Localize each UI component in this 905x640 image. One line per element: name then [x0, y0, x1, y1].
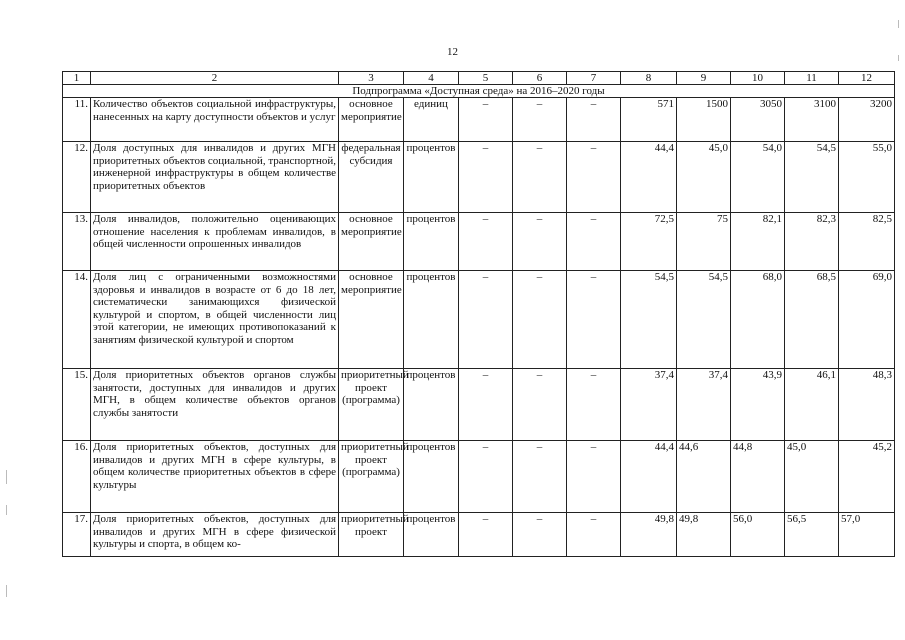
- value-col7: –: [567, 213, 621, 271]
- table-row: [63, 513, 895, 557]
- value-col5: –: [459, 98, 513, 142]
- value-col5: –: [459, 441, 513, 513]
- row-number: 16.: [63, 441, 91, 513]
- header-cell: 3: [339, 72, 404, 85]
- unit: процентов: [404, 271, 459, 369]
- value-col11: 54,5: [785, 142, 839, 213]
- value-col6: –: [513, 98, 567, 142]
- header-cell: 7: [567, 72, 621, 85]
- value-col10: 43,9: [731, 369, 785, 441]
- header-cell: 10: [731, 72, 785, 85]
- value-col6: –: [513, 213, 567, 271]
- value-col5: –: [459, 369, 513, 441]
- value-col12: 69,0: [839, 271, 895, 369]
- header-cell: 1: [63, 72, 91, 85]
- value-col7: –: [567, 513, 621, 557]
- value-col5: –: [459, 213, 513, 271]
- value-col10: 44,8: [731, 441, 785, 513]
- table-row: [63, 441, 895, 513]
- header-cell: 9: [677, 72, 731, 85]
- indicator-name: Доля приоритетных объектов, доступных для инвалидов и других МГН в сфере культуры, в общем количестве приоритетных объектов в сфере культуры: [91, 441, 339, 513]
- unit: процентов: [404, 213, 459, 271]
- header-cell: 2: [91, 72, 339, 85]
- table-row: [63, 213, 895, 271]
- value-col7: –: [567, 441, 621, 513]
- value-col11: 82,3: [785, 213, 839, 271]
- indicators-table: [62, 71, 895, 557]
- indicator-name: Доля приоритетных объектов органов службы занятости, доступных для инвалидов и других МГН, в общем количестве объектов органов службы занятости: [91, 369, 339, 441]
- value-col12: 57,0: [839, 513, 895, 557]
- value-col12: 55,0: [839, 142, 895, 213]
- value-col11: 46,1: [785, 369, 839, 441]
- event-type: приоритетный проект: [339, 513, 404, 557]
- value-col9: 44,6: [677, 441, 731, 513]
- value-col10: 56,0: [731, 513, 785, 557]
- indicator-name: Доля доступных для инвалидов и других МГН приоритетных объектов социальной, транспортной, инженерной инфраструктуры в общем количестве приоритетных объектов: [91, 142, 339, 213]
- row-number: 14.: [63, 271, 91, 369]
- event-type: федеральная субсидия: [339, 142, 404, 213]
- value-col8: 44,4: [621, 142, 677, 213]
- header-cell: 5: [459, 72, 513, 85]
- header-cell: 4: [404, 72, 459, 85]
- value-col9: 45,0: [677, 142, 731, 213]
- value-col5: –: [459, 142, 513, 213]
- header-cell: 6: [513, 72, 567, 85]
- value-col11: 3100: [785, 98, 839, 142]
- header-cell: 11: [785, 72, 839, 85]
- value-col9: 37,4: [677, 369, 731, 441]
- value-col6: –: [513, 441, 567, 513]
- indicator-name: Количество объектов социальной инфраструктуры, нанесенных на карту доступности объектов и услуг: [91, 98, 339, 142]
- value-col6: –: [513, 369, 567, 441]
- value-col8: 571: [621, 98, 677, 142]
- subprogram-title: Подпрограмма «Доступная среда» на 2016–2020 годы: [63, 85, 895, 98]
- value-col10: 82,1: [731, 213, 785, 271]
- value-col7: –: [567, 98, 621, 142]
- event-type: основное мероприятие: [339, 98, 404, 142]
- value-col8: 37,4: [621, 369, 677, 441]
- unit: процентов: [404, 142, 459, 213]
- value-col10: 3050: [731, 98, 785, 142]
- header-cell: 8: [621, 72, 677, 85]
- event-type: приоритетный проект (программа): [339, 441, 404, 513]
- header-cell: 12: [839, 72, 895, 85]
- value-col11: 45,0: [785, 441, 839, 513]
- table-row: [63, 142, 895, 213]
- unit: процентов: [404, 441, 459, 513]
- value-col7: –: [567, 369, 621, 441]
- unit: единиц: [404, 98, 459, 142]
- value-col10: 54,0: [731, 142, 785, 213]
- header-row: [63, 72, 895, 85]
- value-col7: –: [567, 271, 621, 369]
- value-col6: –: [513, 271, 567, 369]
- value-col5: –: [459, 513, 513, 557]
- value-col9: 49,8: [677, 513, 731, 557]
- value-col9: 1500: [677, 98, 731, 142]
- event-type: основное мероприятие: [339, 213, 404, 271]
- value-col5: –: [459, 271, 513, 369]
- value-col9: 54,5: [677, 271, 731, 369]
- unit: процентов: [404, 369, 459, 441]
- subprogram-row: [63, 85, 895, 98]
- unit: процентов: [404, 513, 459, 557]
- event-type: приоритетный проект (программа): [339, 369, 404, 441]
- value-col8: 72,5: [621, 213, 677, 271]
- indicator-name: Доля лиц с ограниченными возможностями здоровья и инвалидов в возрасте от 6 до 18 лет, систематически занимающихся физической культурой и спортом, в общей численности лиц этой категории, не имеющих противопоказаний к занятиям физической культурой и спортом: [91, 271, 339, 369]
- value-col11: 68,5: [785, 271, 839, 369]
- value-col12: 45,2: [839, 441, 895, 513]
- row-number: 17.: [63, 513, 91, 557]
- table-row: [63, 98, 895, 142]
- indicator-name: Доля инвалидов, положительно оценивающих отношение населения к проблемам инвалидов, в общей численности опрошенных инвалидов: [91, 213, 339, 271]
- value-col12: 48,3: [839, 369, 895, 441]
- table-row: [63, 271, 895, 369]
- table-row: [63, 369, 895, 441]
- row-number: 12.: [63, 142, 91, 213]
- value-col8: 54,5: [621, 271, 677, 369]
- value-col8: 44,4: [621, 441, 677, 513]
- value-col7: –: [567, 142, 621, 213]
- value-col6: –: [513, 142, 567, 213]
- value-col12: 3200: [839, 98, 895, 142]
- page-number: 12: [447, 46, 458, 58]
- value-col11: 56,5: [785, 513, 839, 557]
- indicator-name: Доля приоритетных объектов, доступных для инвалидов и других МГН в сфере физической культуры и спорта, в общем ко-: [91, 513, 339, 557]
- row-number: 11.: [63, 98, 91, 142]
- event-type: основное мероприятие: [339, 271, 404, 369]
- value-col12: 82,5: [839, 213, 895, 271]
- value-col9: 75: [677, 213, 731, 271]
- value-col6: –: [513, 513, 567, 557]
- row-number: 13.: [63, 213, 91, 271]
- row-number: 15.: [63, 369, 91, 441]
- value-col8: 49,8: [621, 513, 677, 557]
- value-col10: 68,0: [731, 271, 785, 369]
